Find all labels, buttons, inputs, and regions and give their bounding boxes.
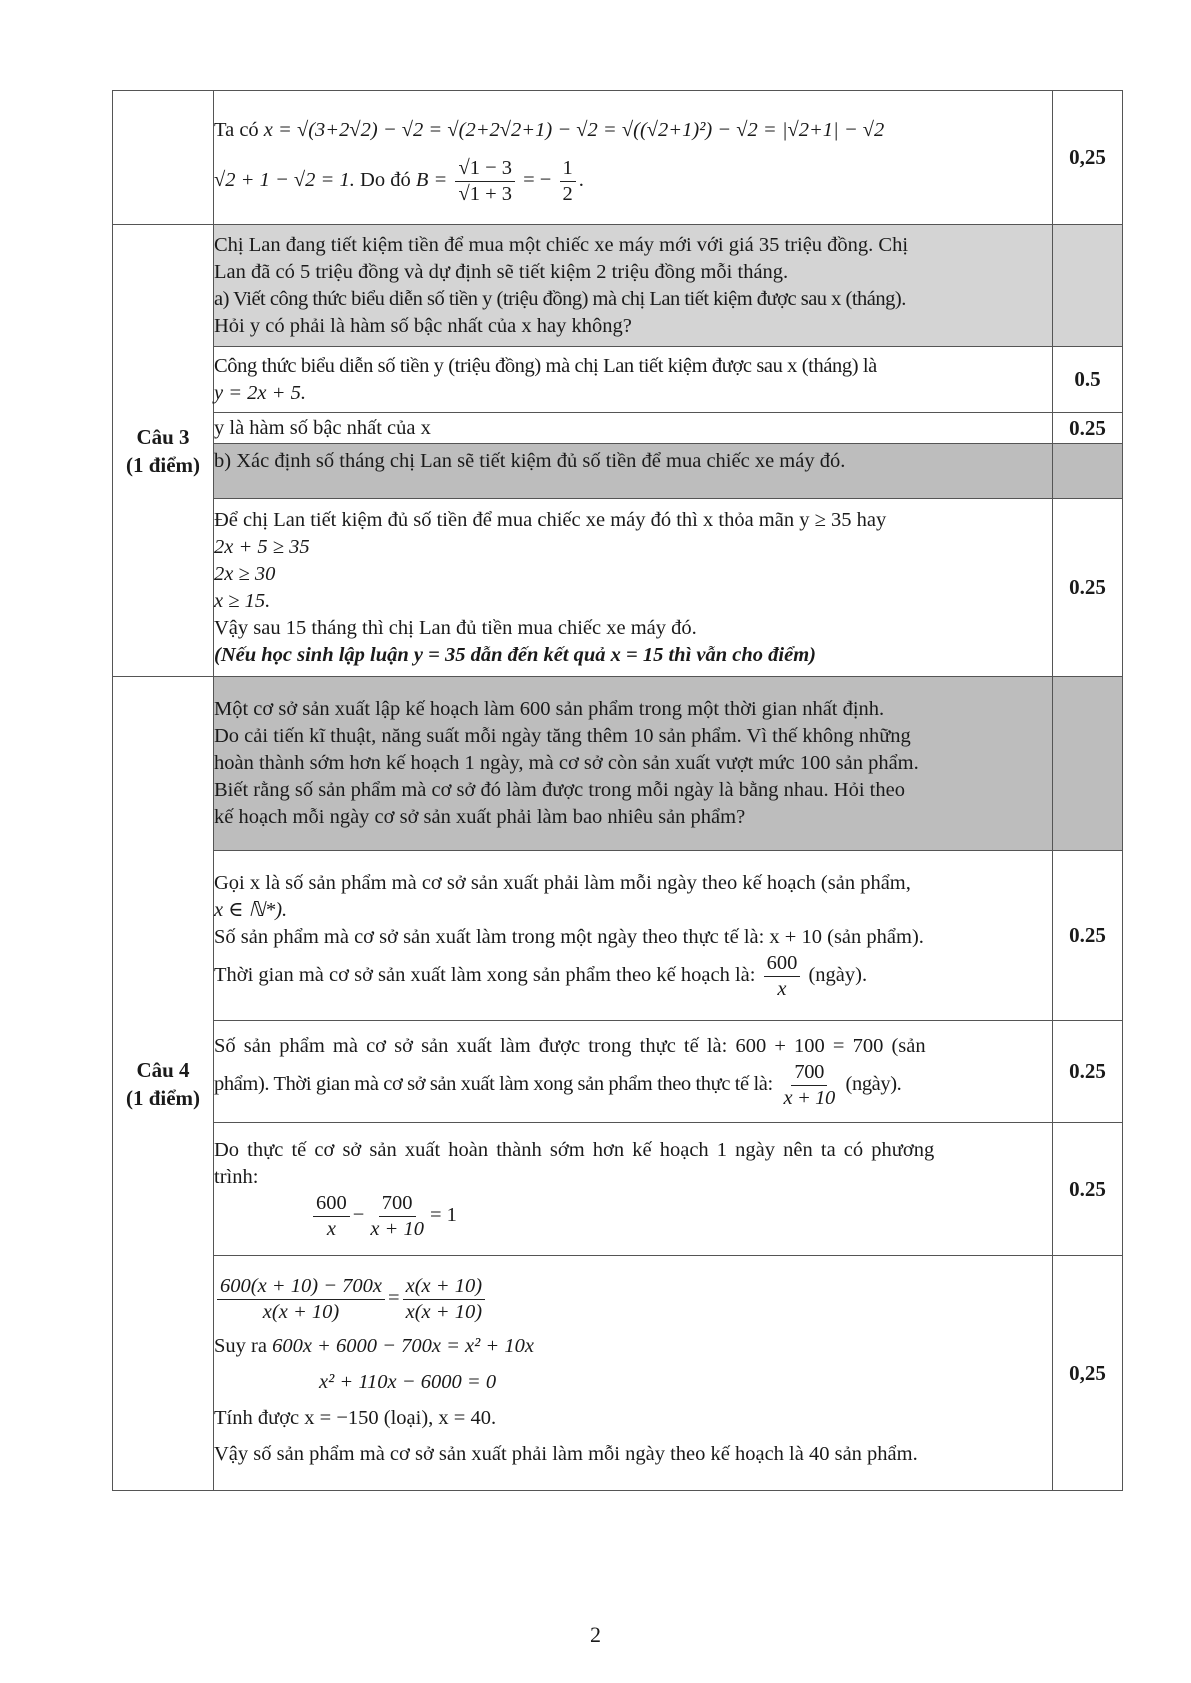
- fraction-numerator: 700: [791, 1060, 827, 1086]
- answer-line: Vậy số sản phẩm mà cơ sở sản xuất phải làm mỗi ngày theo kế hoạch là 40 sản phẩm.: [214, 1443, 918, 1466]
- answer-line: Tính được x = −150 (loại), x = 40.: [214, 1407, 497, 1430]
- table-row: [113, 91, 1123, 225]
- table-row: [113, 1256, 1123, 1491]
- table-row: [113, 851, 1123, 1021]
- score-cell-empty: [1053, 444, 1123, 499]
- math-expression: y = 2x + 5.: [214, 381, 306, 404]
- answer-line: Số sản phẩm mà cơ sở sản xuất làm được trong thực tế là: 600 + 100 = 700 (sản: [214, 1034, 926, 1057]
- fraction: [217, 1274, 385, 1324]
- math-expression: x = √(3+2√2) − √2 = √(2+2√2+1) − √2 = √((√2+1)²) − √2 = |√2+1| − √2: [263, 119, 885, 142]
- answer-cell: [214, 413, 1053, 444]
- question-line: Hỏi y có phải là hàm số bậc nhất của x hay không?: [214, 314, 632, 337]
- table-row: [113, 347, 1123, 413]
- question-number: Câu 3: [136, 424, 190, 449]
- fraction-denominator: x: [326, 1217, 336, 1240]
- fraction-numerator: 700: [379, 1191, 416, 1217]
- math-expression: 600x + 6000 − 700x = x² + 10x: [272, 1335, 534, 1358]
- score-cell: 0.5: [1053, 347, 1123, 413]
- fraction: [403, 1274, 485, 1324]
- question-line: hoàn thành sớm hơn kế hoạch 1 ngày, mà cơ sở còn sản xuất vượt mức 100 sản phẩm.: [214, 752, 919, 774]
- answer-cell: [214, 499, 1053, 677]
- score-cell-empty: [1053, 225, 1123, 347]
- answer-line: Gọi x là số sản phẩm mà cơ sở sản xuất phải làm mỗi ngày theo kế hoạch (sản phẩm,: [214, 871, 911, 894]
- table-row: [113, 677, 1123, 851]
- answer-text: (ngày).: [845, 1072, 902, 1095]
- question-label-empty: [113, 91, 214, 225]
- fraction-denominator: x(x + 10): [262, 1300, 340, 1323]
- fraction-denominator: √1 + 3: [458, 183, 512, 205]
- question-line: Biết rằng số sản phẩm mà cơ sở đó làm được trong mỗi ngày là bằng nhau. Hỏi theo: [214, 779, 905, 801]
- question-line: b) Xác định số tháng chị Lan sẽ tiết kiệm đủ số tiền để mua chiếc xe máy đó.: [214, 450, 846, 472]
- answer-cell: [214, 1256, 1053, 1491]
- score-cell-empty: [1053, 677, 1123, 851]
- question-points: (1 điểm): [125, 452, 201, 477]
- table-row: [113, 444, 1123, 499]
- answer-line: trình:: [214, 1165, 259, 1188]
- answer-line: Để chị Lan tiết kiệm đủ số tiền để mua chiếc xe máy đó thì x thỏa mãn y ≥ 35 hay: [214, 508, 887, 531]
- answer-text: phẩm). Thời gian mà cơ sở sản xuất làm xong sản phẩm theo thực tế là:: [214, 1072, 773, 1095]
- fraction: [764, 951, 801, 1001]
- question-text-cell: [214, 225, 1053, 347]
- score-cell: 0.25: [1053, 1021, 1123, 1123]
- math-expression: = −: [523, 169, 552, 192]
- question-label-cell: [113, 225, 214, 677]
- math-expression: B =: [415, 169, 448, 192]
- math-expression: x ∈ ℕ*).: [214, 898, 288, 921]
- answer-line: Vậy sau 15 tháng thì chị Lan đủ tiền mua chiếc xe máy đó.: [214, 616, 697, 639]
- math-expression: −: [352, 1203, 365, 1226]
- answer-text: (ngày).: [808, 963, 868, 986]
- question-line: Lan đã có 5 triệu đồng và dự định sẽ tiết kiệm 2 triệu đồng mỗi tháng.: [214, 260, 789, 283]
- answer-text: Ta có: [214, 119, 259, 142]
- fraction-denominator: x + 10: [370, 1217, 424, 1240]
- math-expression: .: [578, 169, 584, 192]
- answer-text: Suy ra: [214, 1335, 267, 1358]
- math-expression: 2x + 5 ≥ 35: [214, 535, 310, 558]
- math-expression: x² + 110x − 6000 = 0: [319, 1371, 497, 1394]
- answer-text: Do đó: [360, 169, 411, 192]
- fraction-numerator: √1 − 3: [455, 156, 515, 182]
- fraction: [781, 1060, 838, 1110]
- score-cell: 0.25: [1053, 413, 1123, 444]
- fraction: [313, 1191, 350, 1241]
- score-cell: 0.25: [1053, 851, 1123, 1021]
- question-text-cell: [214, 677, 1053, 851]
- page-number: 2: [590, 1622, 601, 1647]
- fraction-denominator: x: [777, 977, 787, 1000]
- answer-cell: [214, 1123, 1053, 1256]
- question-line: Do cải tiến kĩ thuật, năng suất mỗi ngày tăng thêm 10 sản phẩm. Vì thế không những: [214, 725, 911, 747]
- math-expression: √2 + 1 − √2 = 1.: [214, 169, 355, 192]
- question-points: (1 điểm): [125, 1085, 201, 1110]
- fraction-denominator: 2: [562, 183, 573, 205]
- score-cell: 0,25: [1053, 1256, 1123, 1491]
- fraction-denominator: x(x + 10): [405, 1300, 483, 1323]
- table-row: [113, 1123, 1123, 1256]
- fraction-denominator: x + 10: [783, 1086, 835, 1109]
- table-row: [113, 413, 1123, 444]
- answer-line: Số sản phẩm mà cơ sở sản xuất làm trong một ngày theo thực tế là: x + 10 (sản phẩm).: [214, 925, 924, 948]
- fraction: [560, 156, 576, 206]
- math-expression: 2x ≥ 30: [214, 562, 276, 585]
- score-cell: 0,25: [1053, 91, 1123, 225]
- fraction-numerator: 600: [764, 951, 801, 977]
- table-row: [113, 225, 1123, 347]
- fraction-numerator: 600(x + 10) − 700x: [217, 1274, 385, 1300]
- answer-line: Công thức biểu diễn số tiền y (triệu đồng) mà chị Lan tiết kiệm được sau x (tháng) là: [214, 354, 877, 377]
- table-row: [113, 1021, 1123, 1123]
- math-expression: x ≥ 15.: [214, 589, 271, 612]
- question-line: Một cơ sở sản xuất lập kế hoạch làm 600 sản phẩm trong một thời gian nhất định.: [214, 698, 885, 720]
- answer-cell: [214, 1021, 1053, 1123]
- question-number: Câu 4: [136, 1057, 190, 1082]
- fraction-numerator: 600: [313, 1191, 350, 1217]
- question-label-cell: [113, 677, 214, 1491]
- table-row: [113, 499, 1123, 677]
- answer-cell: [214, 347, 1053, 413]
- score-cell: 0.25: [1053, 499, 1123, 677]
- fraction: [455, 156, 515, 206]
- question-line: Chị Lan đang tiết kiệm tiền để mua một chiếc xe máy mới với giá 35 triệu đồng. Chị: [214, 233, 909, 256]
- answer-cell: [214, 851, 1053, 1021]
- fraction-numerator: x(x + 10): [403, 1274, 485, 1300]
- answer-table: [112, 90, 1123, 1491]
- answer-cell: [214, 91, 1053, 225]
- fraction-numerator: 1: [560, 156, 576, 182]
- question-line: kế hoạch mỗi ngày cơ sở sản xuất phải làm bao nhiêu sản phẩm?: [214, 806, 746, 828]
- answer-text: Thời gian mà cơ sở sản xuất làm xong sản phẩm theo kế hoạch là:: [214, 963, 756, 986]
- math-expression: = 1: [430, 1203, 457, 1226]
- answer-line: Do thực tế cơ sở sản xuất hoàn thành sớm hơn kế hoạch 1 ngày nên ta có phương: [214, 1138, 935, 1161]
- math-expression: =: [388, 1286, 400, 1309]
- fraction: [367, 1191, 427, 1241]
- grading-note: (Nếu học sinh lập luận y = 35 dẫn đến kết quả x = 15 thì vẫn cho điểm): [214, 643, 816, 666]
- answer-line: y là hàm số bậc nhất của x: [214, 416, 431, 439]
- question-text-cell: [214, 444, 1053, 499]
- score-cell: 0.25: [1053, 1123, 1123, 1256]
- question-line: a) Viết công thức biểu diễn số tiền y (triệu đồng) mà chị Lan tiết kiệm được sau x (tháng).: [214, 287, 906, 310]
